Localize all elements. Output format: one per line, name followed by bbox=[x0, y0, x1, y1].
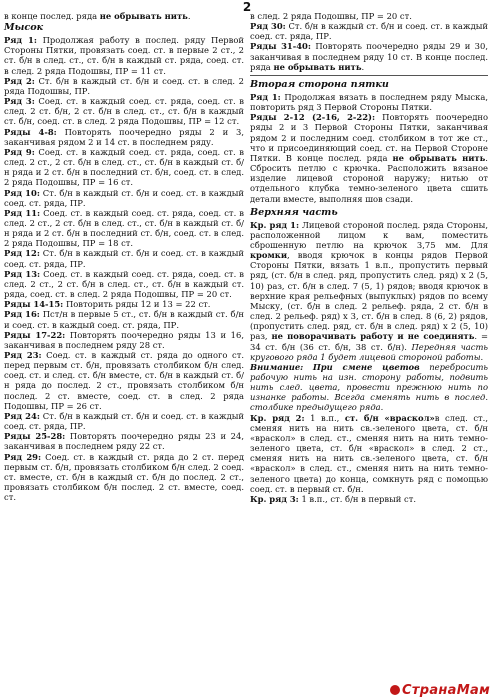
row-text: Ст. б/н в каждый ст. б/н и соед. ст. в каждый соед. ст. ряда, ПР. bbox=[4, 187, 244, 208]
row-label: Ряды 4-8: bbox=[4, 126, 57, 137]
watermark-logo-icon bbox=[390, 685, 400, 695]
right-top-rows-list bbox=[250, 11, 488, 72]
row-text: Соед. ст. в каждый соед. ст. ряда, соед. ст. в след. 2 ст., 2 ст. б/н в след. ст., ст. б/н в каждый ст. ряда, соед. ст. в след. 2 ряда Подошвы, ПР = 20 ст. bbox=[4, 268, 244, 300]
left-column bbox=[4, 11, 244, 502]
row-text: Пст/н в первые 5 ст., ст. б/н в каждый ст. б/н и соед. ст. в каждый соед. ст. ряда, ПР. bbox=[4, 309, 244, 330]
section-title-top-part: Верхняя часть bbox=[250, 206, 338, 218]
pattern-row bbox=[4, 96, 244, 126]
row-bold-tail: не поворачивать работу и не соединять bbox=[271, 331, 475, 342]
row-label: Ряд 16: bbox=[4, 309, 40, 320]
page-number: 2 bbox=[242, 0, 252, 14]
row-bold-mid: ст. б/н «враскол» bbox=[344, 412, 435, 423]
notice-bold: При смене цветов bbox=[312, 361, 420, 372]
pattern-row bbox=[4, 147, 244, 188]
row-text-after: , вводя крючок в концы рядов Первой Стороны Пятки, вязать 1 в.п., пропустить первый ряд, (ст. б/н в след. ряд, пропустить след. ряд) х 2 (5, 10) раз, ст. б/н в след. 7 (5, 1) рядов; вводя крючок в верхние края рельефных (выпуклых) рядов по всему Мыску, (ст. б/н в след. 2 рельеф. ряда, 2 ст. б/н в след. 2 рельеф. ряд) х 3, ст. б/н в след. 8 (6, 2) рядов, (пропустить след. ряд, ст. б/н в след. ряд) х 2 (5, 10) раз, bbox=[250, 250, 488, 342]
row-label: Ряд 30: bbox=[250, 21, 286, 32]
pattern-row bbox=[250, 92, 488, 112]
pattern-row bbox=[4, 248, 244, 268]
row-label: Ряд 1: bbox=[250, 91, 281, 102]
row-text: Повторять поочередно ряды 13 и 16, заканчивая в последнем ряду 28 ст. bbox=[4, 329, 244, 350]
notice-paragraph bbox=[250, 362, 488, 413]
pattern-row bbox=[250, 41, 488, 71]
row-label: Ряд 2: bbox=[4, 75, 35, 86]
pattern-row bbox=[250, 494, 488, 504]
notice-label: Внимание: bbox=[250, 361, 304, 372]
row-text: Соед. ст. в каждый соед. ст. ряда, соед. ст. в след. 2 ст. б/н, 2 ст. б/н в след. ст., ст. б/н в каждый ст. б/н, соед. ст. в след. 2 ряда Подошвы, ПР = 12 ст. bbox=[4, 96, 244, 127]
row-text: 1 в.п., bbox=[310, 412, 340, 423]
row-text: Продолжая вязать в последнем ряду Мыска, повторить ряд 3 Первой Стороны Пятки. bbox=[250, 91, 488, 113]
row-bold-mid: кромки bbox=[250, 250, 288, 261]
row-text: Повторить ряды 12 и 13 = 22 ст. bbox=[65, 299, 211, 310]
pattern-row bbox=[250, 21, 488, 41]
row-tail-end: . = 34 ст. б/н (36 ст. б/н, 38 ст. б/н). bbox=[250, 331, 488, 352]
row-label: Ряд 1: bbox=[4, 35, 37, 46]
row-text: Соед. ст. в каждый ст. ряда до 2 ст. перед первым ст. б/н, провязать столбиком б/н след. 2 соед. ст. вместе, ст. б/н в каждый ст. б/н до послед. 2 ст., провязать столбиком б/н послед. 2 ст. вместе, соед. ст. bbox=[4, 451, 245, 503]
row-label: Ряды 31-40: bbox=[250, 41, 311, 52]
row-text: Соед. ст. в каждый соед. ст. ряда, соед. ст. в след. 2 ст., 2 ст. б/н в след. ст., ст. б/н в каждый ст. б/н ряда и 2 ст. б/н в последний ст. б/н, соед. ст. в след. 2 ряда Подошвы, ПР = 16 ст. bbox=[4, 146, 244, 188]
intro-paragraph bbox=[4, 11, 244, 21]
section-divider bbox=[250, 75, 488, 76]
row-bold-tail: не обрывать нить bbox=[392, 152, 486, 163]
pattern-row bbox=[4, 431, 244, 451]
pattern-row bbox=[4, 269, 244, 299]
row-text: Повторять поочередно ряды 23 и 24, заканчивая в последнем ряду 22 ст. bbox=[4, 431, 244, 452]
row-tail-end: . Сбросить петлю с крючка. Расположить вязаное изделие лицевой стороной наружу; нитью от отдельного клубка темно-зеленого цвета сшить детали вместе, выполняя шов сзади. bbox=[250, 152, 488, 204]
row-text: Ст. б/н в каждый ст. б/н и соед. ст. в каждый соед. ст. ряда, ПР. bbox=[250, 21, 488, 42]
row-text: Повторять поочередно ряды 29 и 30, заканчивая в последнем ряду 10 ст. В конце послед. ряда bbox=[250, 41, 489, 72]
bottom-rows-list bbox=[250, 413, 488, 504]
pattern-row bbox=[250, 220, 488, 362]
site-watermark bbox=[390, 683, 490, 698]
row-text: Ст. б/н в каждый ст. б/н и соед. ст. в каждый соед. ст. ряда, ПР. bbox=[4, 410, 244, 432]
row-label: Ряд 9: bbox=[4, 146, 35, 157]
intro-bold-text: не обрывать нить bbox=[99, 11, 188, 21]
pattern-row bbox=[250, 11, 488, 21]
row-text: Лицевой стороной послед. ряда Стороны, расположенной лицом к вам, поместить сброшенную петлю на крючок 3,75 мм. Для bbox=[250, 219, 488, 250]
row-text: Повторять поочередно ряды 2 и 3, заканчивая рядом 2 и 14 ст. в последнем ряду. bbox=[4, 126, 244, 147]
pattern-row bbox=[4, 411, 244, 431]
row-text: Соед. ст. в каждый ст. ряда до одного ст. перед первым ст. б/н, провязать столбиком б/н след. соед. ст. и след. ст. б/н вместе, ст. б/н в каждый ст. б/н ряда до послед. 2 ст., провязать столбиком б/н послед. 2 ст. вместе, соед. ст. в след. 2 ряда Подошвы, ПР = 26 ст. bbox=[4, 350, 244, 411]
pattern-row bbox=[4, 299, 244, 309]
section-title-mysok: Мысок bbox=[4, 22, 44, 34]
row-text: 1 в.п., ст. б/н в первый ст. bbox=[301, 493, 417, 504]
row-text-after: в след. ст., сменяя нить на нить св.-зеленого цвета, ст. б/н «враскол» в след. ст., сменяя нить на нить темно-зеленого цвета, ст. б/н «враскол» в след. 2 ст., сменяя нить на нить св.-зеленого цвета, ст. б/н «враскол» в след. ст., сменяя нить на нить темно-зеленого цвета) до конца, сомкнуть ряд с помощью соед. ст. в первый ст. б/н. bbox=[250, 412, 488, 494]
row-label: Ряды 14-15: bbox=[4, 299, 64, 310]
row-bold-tail: не обрывать нить bbox=[273, 61, 362, 72]
row-label: Кр. ряд 3: bbox=[250, 493, 299, 504]
row-tail-end: . bbox=[361, 61, 365, 72]
right-column bbox=[250, 11, 488, 504]
row-text: в след. 2 ряда Подошвы, ПР = 20 ст. bbox=[250, 11, 412, 21]
row-label: Ряд 11: bbox=[4, 207, 41, 218]
row-text: Повторять поочередно ряды 2 и 3 Первой Стороны Пятки, заканчивая рядом 2 и последним соед. столбиком в тот же ст., что и присоединяющий соед. ст. на Первой Стороне Пятки. В конце послед. ряда bbox=[250, 112, 488, 163]
intro-end: . bbox=[187, 11, 191, 21]
pattern-row bbox=[250, 413, 488, 494]
intro-text: в конце послед. ряда bbox=[4, 11, 98, 21]
row-label: Кр. ряд 1: bbox=[250, 219, 300, 230]
watermark-text: СтранаМам bbox=[402, 683, 490, 698]
row-label: Ряды 25-28: bbox=[4, 431, 66, 442]
row-text: Ст. б/н в каждый ст. б/н и соед. ст. в каждый соед. ст. ряда, ПР. bbox=[4, 248, 244, 269]
row-label: Ряд 10: bbox=[4, 187, 40, 198]
top-part-rows-list bbox=[250, 220, 488, 362]
pattern-row bbox=[4, 208, 244, 249]
pattern-row bbox=[4, 350, 244, 411]
row-label: Ряд 24: bbox=[4, 410, 40, 421]
row-label: Ряд 13: bbox=[4, 268, 41, 279]
second-heel-rows-list bbox=[250, 92, 488, 204]
row-text: Ст. б/н в каждый ст. б/н и соед. ст. в след. 2 ряда Подошвы, ПР. bbox=[4, 75, 244, 96]
row-label: Ряд 12: bbox=[4, 248, 40, 259]
row-label: Ряд 29: bbox=[4, 451, 42, 462]
row-label: Ряды 2-12 (2-16, 2-22): bbox=[250, 112, 376, 123]
left-rows-list bbox=[4, 35, 244, 502]
row-text: Соед. ст. в каждый соед. ст. ряда, соед. ст. в след. 2 ст., 2 ст. б/н в след. ст., ст. б/н в каждый ст. б/н ряда и 2 ст. б/н в последний ст. б/н, соед. ст. в след. 2 ряда Подошвы, ПР = 18 ст. bbox=[4, 207, 244, 249]
pattern-row bbox=[250, 112, 488, 203]
row-label: Ряд 23: bbox=[4, 350, 42, 360]
pattern-row bbox=[4, 76, 244, 96]
pattern-row bbox=[4, 452, 244, 503]
pattern-row bbox=[4, 35, 244, 76]
pattern-row bbox=[4, 188, 244, 208]
row-italic-tail: Передняя часть кругового ряда 1 будет лицевой стороной работы. bbox=[250, 341, 488, 362]
notice-text: перебросить рабочую нить на изн. сторону работы, подвить нить след. цвета, провести прежнюю нить по изнанке работы. Всегда сменять нить в послед. столбике предыдущего ряда. bbox=[250, 361, 488, 413]
pattern-row bbox=[4, 309, 244, 329]
pattern-row bbox=[4, 330, 244, 350]
row-label: Ряды 17-22: bbox=[4, 329, 66, 340]
section-title-second-heel: Вторая сторона пятки bbox=[250, 78, 389, 90]
pattern-row bbox=[4, 127, 244, 147]
row-label: Кр. ряд 2: bbox=[250, 412, 305, 423]
row-text: Продолжая работу в послед. ряду Первой Стороны Пятки, провязать соед. ст. в первые 2 ст., 2 ст. б/н в след. ст., ст. б/н в каждый ст. ряда, соед. ст. в след. 2 ряда Подошвы, ПР = 11 ст. bbox=[4, 35, 244, 76]
row-label: Ряд 3: bbox=[4, 96, 35, 107]
